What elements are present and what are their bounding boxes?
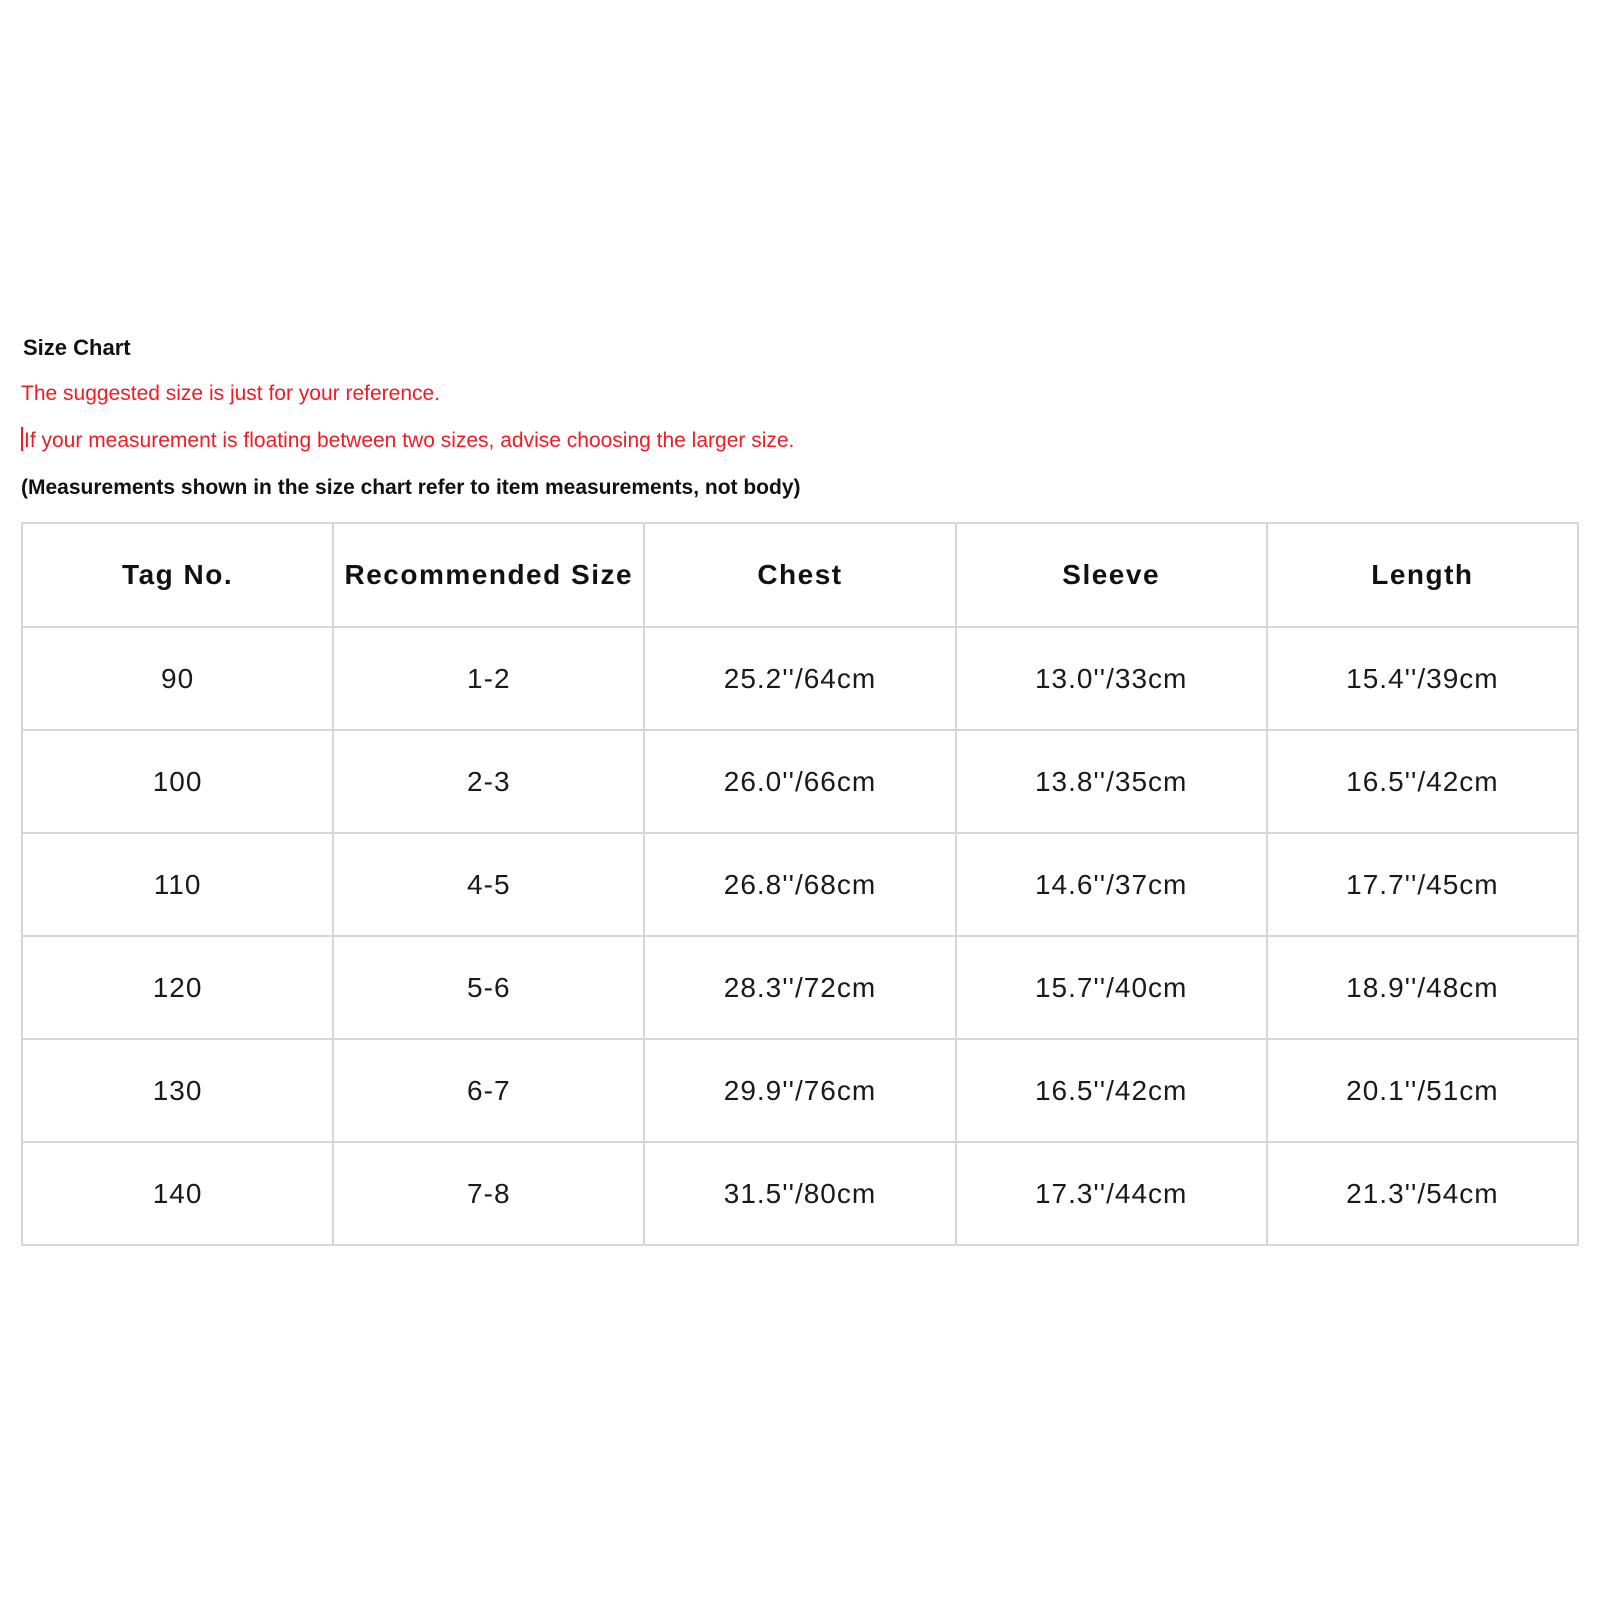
cell-sleeve: 14.6''/37cm <box>956 833 1267 936</box>
table-row <box>22 627 1578 730</box>
cell-chest: 25.2''/64cm <box>644 627 955 730</box>
size-table <box>21 522 1579 1246</box>
cell-chest: 26.0''/66cm <box>644 730 955 833</box>
cell-tag-no: 110 <box>22 833 333 936</box>
header-tag-no: Tag No. <box>22 523 333 627</box>
table-row <box>22 833 1578 936</box>
reference-note: The suggested size is just for your reference. <box>21 382 441 405</box>
cell-tag-no: 90 <box>22 627 333 730</box>
cell-recommended-size: 6-7 <box>333 1039 644 1142</box>
cell-sleeve: 13.0''/33cm <box>956 627 1267 730</box>
cell-recommended-size: 4-5 <box>333 833 644 936</box>
cell-length: 18.9''/48cm <box>1267 936 1578 1039</box>
cell-length: 17.7''/45cm <box>1267 833 1578 936</box>
page-title: Size Chart <box>23 335 131 360</box>
cell-length: 21.3''/54cm <box>1267 1142 1578 1245</box>
advice-note <box>21 427 1579 455</box>
cell-chest: 29.9''/76cm <box>644 1039 955 1142</box>
cell-length: 20.1''/51cm <box>1267 1039 1578 1142</box>
cell-recommended-size: 1-2 <box>333 627 644 730</box>
cell-chest: 26.8''/68cm <box>644 833 955 936</box>
cell-length: 16.5''/42cm <box>1267 730 1578 833</box>
header-recommended-size: Recommended Size <box>333 523 644 627</box>
cell-tag-no: 120 <box>22 936 333 1039</box>
table-row <box>22 730 1578 833</box>
header-length: Length <box>1267 523 1578 627</box>
table-row <box>22 936 1578 1039</box>
cell-recommended-size: 7-8 <box>333 1142 644 1245</box>
size-chart-document <box>21 334 1579 1246</box>
header-row <box>22 523 1578 627</box>
table-row <box>22 1142 1578 1245</box>
cell-tag-no: 130 <box>22 1039 333 1142</box>
cell-tag-no: 140 <box>22 1142 333 1245</box>
cell-sleeve: 15.7''/40cm <box>956 936 1267 1039</box>
header-sleeve: Sleeve <box>956 523 1267 627</box>
text-cursor <box>21 427 23 451</box>
cell-length: 15.4''/39cm <box>1267 627 1578 730</box>
measurement-disclaimer: (Measurements shown in the size chart refer to item measurements, not body) <box>21 476 801 499</box>
header-chest: Chest <box>644 523 955 627</box>
cell-sleeve: 16.5''/42cm <box>956 1039 1267 1142</box>
cell-recommended-size: 5-6 <box>333 936 644 1039</box>
cell-recommended-size: 2-3 <box>333 730 644 833</box>
cell-tag-no: 100 <box>22 730 333 833</box>
table-row <box>22 1039 1578 1142</box>
cell-sleeve: 17.3''/44cm <box>956 1142 1267 1245</box>
cell-sleeve: 13.8''/35cm <box>956 730 1267 833</box>
cell-chest: 28.3''/72cm <box>644 936 955 1039</box>
cell-chest: 31.5''/80cm <box>644 1142 955 1245</box>
advice-note-text: If your measurement is floating between two sizes, advise choosing the larger size. <box>24 429 795 452</box>
